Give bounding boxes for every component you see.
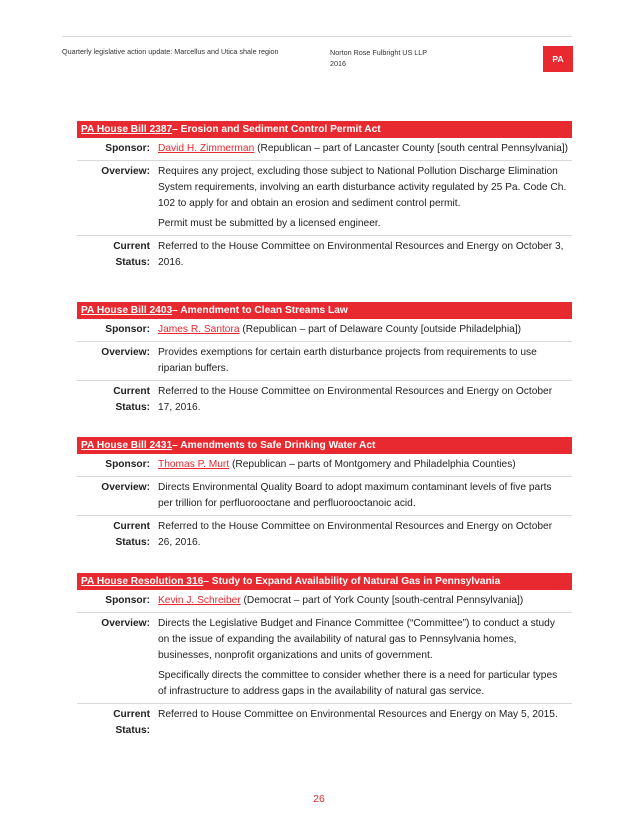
sponsor-label: Sponsor: xyxy=(105,595,150,606)
state-badge: PA xyxy=(543,46,573,72)
status-text: Referred to House Committee on Environmental Resources and Energy on May 5, 2015. xyxy=(158,709,558,720)
sponsor-link[interactable]: James R. Santora xyxy=(158,324,240,335)
bill-section xyxy=(77,573,572,742)
status-row xyxy=(77,381,572,419)
page-number: 26 xyxy=(313,793,325,805)
overview-text: Permit must be submitted by a licensed engineer. xyxy=(158,218,381,229)
overview-text: Requires any project, excluding those subject to National Pollution Discharge Elimination System requirements, involving an earth disturbance activity regulated by 25 Pa. Code Ch. 102 to apply for and obtain an erosion and sediment control permit. xyxy=(158,166,567,209)
sponsor-label: Sponsor: xyxy=(105,459,150,470)
overview-row xyxy=(77,342,572,381)
overview-label: Overview: xyxy=(101,618,150,629)
status-row xyxy=(77,516,572,554)
firm-name: Norton Rose Fulbright US LLP xyxy=(330,48,428,57)
sponsor-row xyxy=(77,590,572,613)
bill-section xyxy=(77,121,572,274)
sponsor-detail: (Republican – part of Lancaster County [south central Pennsylvania]) xyxy=(254,143,568,154)
sponsor-link[interactable]: David H. Zimmerman xyxy=(158,143,255,154)
overview-text: Directs Environmental Quality Board to adopt maximum contaminant levels of five parts per trillion for perfluorooctane and perfluorooctanoic acid. xyxy=(158,482,552,509)
status-row xyxy=(77,704,572,742)
header-rule xyxy=(62,36,572,37)
sponsor-link[interactable]: Thomas P. Murt xyxy=(158,459,230,470)
bill-link[interactable]: PA House Bill 2403 xyxy=(81,304,173,316)
overview-text: Specifically directs the committee to consider whether there is a need for particular types of infrastructure to address gaps in the availability of natural gas service. xyxy=(158,670,558,697)
firm-info xyxy=(330,47,427,69)
sponsor-row xyxy=(77,319,572,342)
bill-title: – Amendment to Clean Streams Law xyxy=(172,304,348,316)
overview-text: Provides exemptions for certain earth disturbance projects from requirements to use riparian buffers. xyxy=(158,347,537,374)
overview-label: Overview: xyxy=(101,347,150,358)
overview-text: Directs the Legislative Budget and Finance Committee (“Committee”) to conduct a study on the issue of expanding the availability of natural gas to Pennsylvania homes, businesses, nonprofit organizations and units of government. xyxy=(158,618,555,661)
document-title: Quarterly legislative action update: Marcellus and Utica shale region xyxy=(62,47,279,56)
bill-section xyxy=(77,302,572,419)
bill-title: – Study to Expand Availability of Natural Gas in Pennsylvania xyxy=(203,575,501,587)
sponsor-row xyxy=(77,454,572,477)
bill-title: – Amendments to Safe Drinking Water Act xyxy=(172,439,376,451)
overview-row xyxy=(77,477,572,516)
bill-section xyxy=(77,437,572,554)
sponsor-link[interactable]: Kevin J. Schreiber xyxy=(158,595,241,606)
bill-header xyxy=(77,302,572,319)
sponsor-detail: (Republican – part of Delaware County [outside Philadelphia]) xyxy=(239,324,521,335)
status-label: Current Status: xyxy=(113,709,150,736)
overview-row xyxy=(77,161,572,236)
status-text: Referred to the House Committee on Environmental Resources and Energy on October 3, 2016. xyxy=(158,241,564,268)
status-text: Referred to the House Committee on Environmental Resources and Energy on October 26, 2016. xyxy=(158,521,553,548)
status-text: Referred to the House Committee on Environmental Resources and Energy on October 17, 2016. xyxy=(158,386,553,413)
status-label: Current Status: xyxy=(113,521,150,548)
sponsor-detail: (Republican – parts of Montgomery and Philadelphia Counties) xyxy=(229,459,516,470)
sponsor-row xyxy=(77,138,572,161)
status-row xyxy=(77,236,572,274)
sponsor-detail: (Democrat – part of York County [south-central Pennsylvania]) xyxy=(240,595,524,606)
status-label: Current Status: xyxy=(113,386,150,413)
bill-link[interactable]: PA House Bill 2431 xyxy=(81,439,173,451)
bill-header xyxy=(77,121,572,138)
bill-header xyxy=(77,437,572,454)
sponsor-label: Sponsor: xyxy=(105,324,150,335)
overview-label: Overview: xyxy=(101,482,150,493)
bill-link[interactable]: PA House Bill 2387 xyxy=(81,123,173,135)
status-label: Current Status: xyxy=(113,241,150,268)
bill-link[interactable]: PA House Resolution 316 xyxy=(81,575,204,587)
bill-title: – Erosion and Sediment Control Permit Act xyxy=(172,123,381,135)
sponsor-label: Sponsor: xyxy=(105,143,150,154)
publication-year: 2016 xyxy=(330,59,346,68)
bill-header xyxy=(77,573,572,590)
overview-row xyxy=(77,613,572,704)
overview-label: Overview: xyxy=(101,166,150,177)
